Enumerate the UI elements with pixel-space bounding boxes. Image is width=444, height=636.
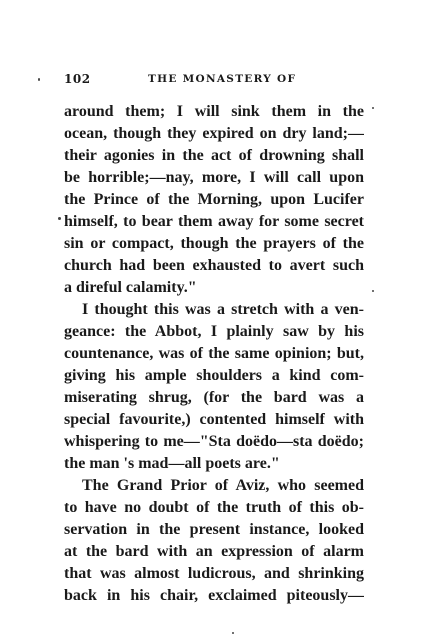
text-line: ocean, though they expired on dry land;— (64, 125, 364, 142)
paper-speck (232, 632, 234, 634)
page-header (64, 72, 374, 90)
text-line: giving his ample shoulders a kind com- (64, 367, 364, 384)
page-number: 102 (64, 72, 91, 86)
text-line: servation in the present instance, looked (64, 521, 364, 538)
paper-speck (372, 107, 374, 109)
text-line: The Grand Prior of Aviz, who seemed (82, 477, 364, 494)
text-line: special favourite,) contented himself with (64, 411, 364, 428)
text-line: back in his chair, exclaimed piteously— (64, 587, 364, 604)
text-line: countenance, was of the same opinion; but, (64, 345, 364, 362)
text-line: miserating shrug, (for the bard was a (64, 389, 364, 406)
text-line: around them; I will sink them in the (64, 103, 364, 120)
text-line: whispering to me—"Sta doëdo—sta doëdo; (64, 433, 364, 450)
paper-speck (58, 217, 61, 220)
text-line: be horrible;—nay, more, I will call upon (64, 169, 364, 186)
paper-speck (372, 290, 374, 292)
text-line: that was almost ludicrous, and shrinking (64, 565, 364, 582)
text-line: a direful calamity." (64, 279, 197, 296)
text-line: to have no doubt of the truth of this ob- (64, 499, 364, 516)
running-title: THE MONASTERY OF (148, 73, 297, 85)
text-line: their agonies in the act of drowning shall (64, 147, 364, 164)
paper-speck (38, 78, 40, 81)
text-line: sin or compact, though the prayers of the (64, 235, 364, 252)
text-line: the Prince of the Morning, upon Lucifer (64, 191, 364, 208)
text-line: himself, to bear them away for some secret (64, 213, 364, 230)
text-line: the man 's mad—all poets are." (64, 455, 280, 472)
text-line: church had been exhausted to avert such (64, 257, 364, 274)
text-line: at the bard with an expression of alarm (64, 543, 364, 560)
text-line: geance: the Abbot, I plainly saw by his (64, 323, 364, 340)
text-line: I thought this was a stretch with a ven- (82, 301, 364, 318)
body-text (64, 101, 364, 607)
